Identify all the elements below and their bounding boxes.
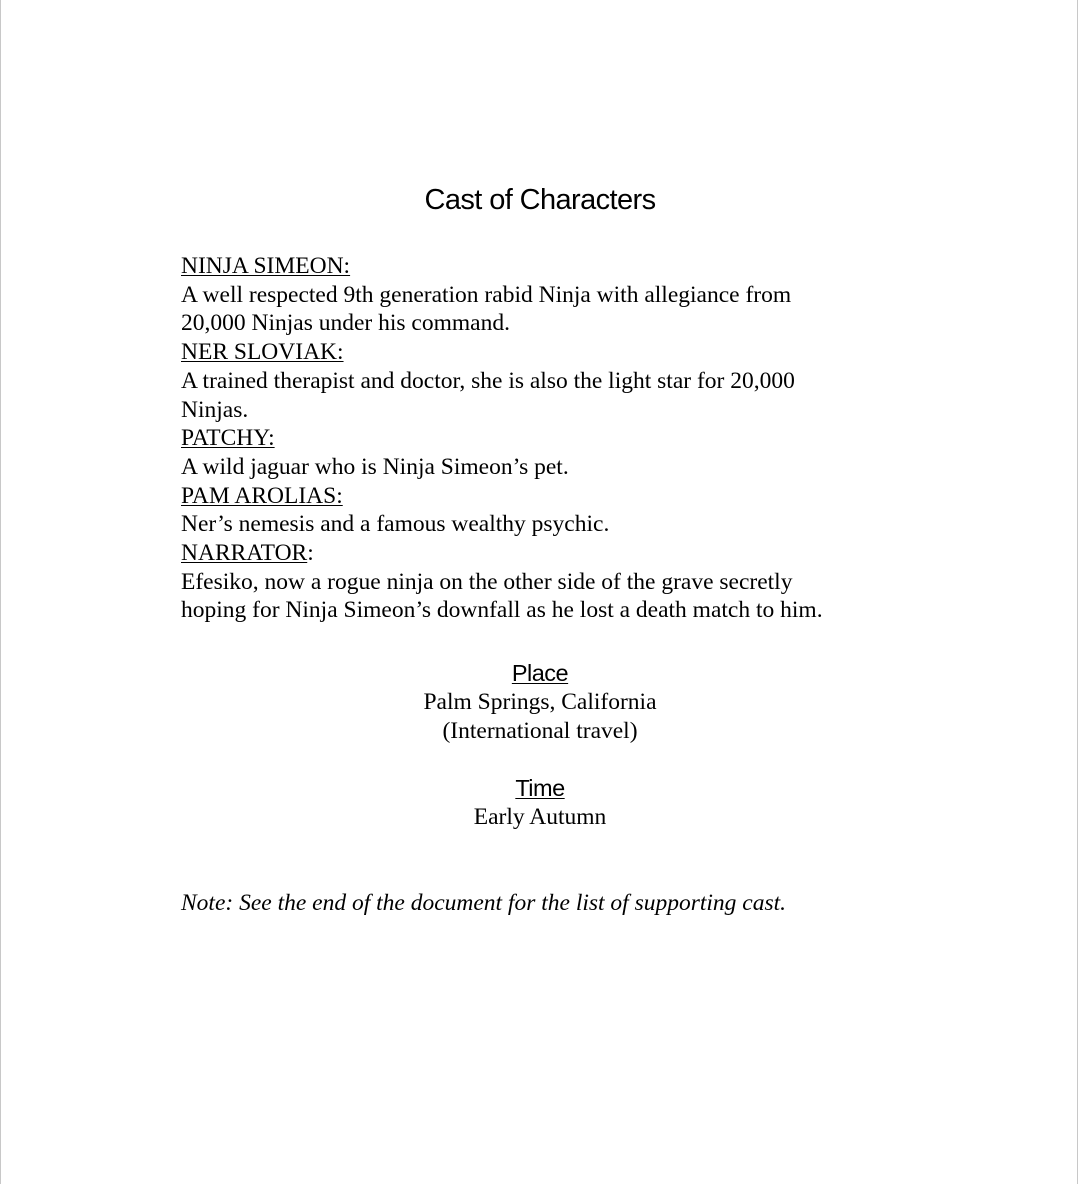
role-name: NARRATOR	[181, 540, 308, 567]
place-line: (International travel)	[442, 718, 638, 744]
place-line: Palm Springs, California	[423, 689, 657, 715]
role-description-line: Efesiko, now a rogue ninja on the other side of the grave secretly	[181, 568, 793, 595]
cast-entry-ner-sloviak	[181, 338, 901, 424]
role-description-line: Ner’s nemesis and a famous wealthy psychic.	[181, 511, 610, 538]
supporting-cast-note: Note: See the end of the document for the list of supporting cast.	[181, 890, 787, 916]
role-colon: :	[307, 540, 314, 567]
role-name: PATCHY:	[181, 425, 275, 452]
role-name: NER SLOVIAK:	[181, 339, 344, 366]
place-heading: Place	[511, 660, 569, 686]
cast-list	[181, 252, 901, 625]
role-description-line: A wild jaguar who is Ninja Simeon’s pet.	[181, 453, 569, 480]
cast-entry-ninja-simeon	[181, 252, 901, 338]
role-description-line: Ninjas.	[181, 396, 249, 423]
role-description-line: A well respected 9th generation rabid Ninja with allegiance from	[181, 281, 792, 308]
role-description-line: hoping for Ninja Simeon’s downfall as he lost a death match to him.	[181, 597, 823, 624]
cast-entry-patchy	[181, 424, 901, 481]
role-name: NINJA SIMEON:	[181, 253, 351, 279]
cast-entry-pam-arolias	[181, 482, 901, 539]
role-description-line: A trained therapist and doctor, she is also the light star for 20,000	[181, 367, 795, 394]
role-description-line: 20,000 Ninjas under his command.	[181, 310, 510, 337]
page-title: Cast of Characters	[424, 184, 656, 216]
time-heading: Time	[515, 775, 565, 801]
time-section	[1, 774, 1079, 832]
role-name: PAM AROLIAS:	[181, 482, 343, 509]
place-section	[1, 659, 1079, 746]
cast-entry-narrator	[181, 539, 901, 625]
time-line: Early Autumn	[473, 804, 607, 830]
